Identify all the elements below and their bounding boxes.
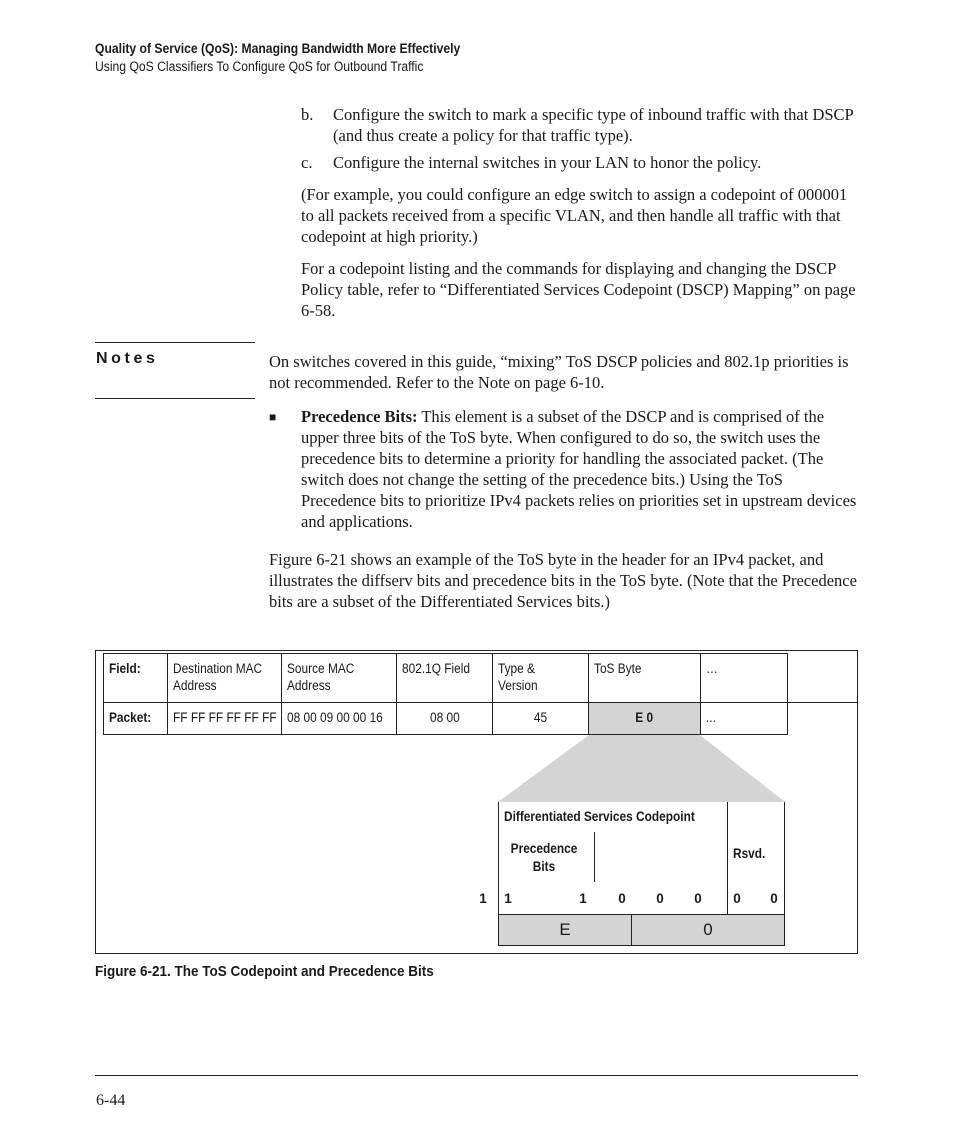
bit-6: 1	[504, 891, 512, 906]
packet-ellipsis: ...	[700, 702, 788, 735]
list-item-c-text: Configure the internal switches in your LAN to honor the policy.	[333, 153, 762, 172]
precedence-divider	[594, 832, 595, 882]
field-destination-mac: Destination MAC Address	[167, 653, 282, 703]
field-source-mac: Source MAC Address	[281, 653, 397, 703]
bit-5: 1	[579, 891, 587, 906]
page-number: 6-44	[96, 1092, 126, 1109]
list-item-c-letter: c.	[301, 153, 313, 172]
codepoint-listing-paragraph: For a codepoint listing and the commands for displaying and changing the DSCP Policy table, refer to “Differentiated Services Codepoint (DSCP) Mapping” on page 6-58.	[301, 259, 856, 320]
footer-rule	[95, 1075, 858, 1076]
packet-destination-mac: FF FF FF FF FF FF	[167, 702, 282, 735]
bit-0: 0	[770, 891, 778, 906]
bit-3: 0	[656, 891, 664, 906]
list-item-b-text: Configure the switch to mark a specific type of inbound traffic with that DSCP (and thus create a policy for that traffic type).	[333, 105, 854, 145]
notes-text: On switches covered in this guide, “mixing” ToS DSCP policies and 802.1p priorities is not recommended. Refer to the Note on page 6-10.	[269, 352, 849, 392]
precedence-bits-text: This element is a subset of the DSCP and is comprised of the upper three bits of the ToS byte. When configured to do so, the switch uses the precedence bits to determine a priority for handling the associated packet. (The switch does not change the setting of the precedence bits.) Using the ToS Precedence bits to prioritize IPv4 packets relies on priorities set in upstream devices and applications.	[301, 407, 857, 531]
nibble-high: E	[499, 914, 632, 945]
field-type-version: Type & Version	[492, 653, 589, 703]
running-header-title: Quality of Service (QoS): Managing Bandwidth More Effectively	[95, 41, 461, 56]
packet-source-mac: 08 00 09 00 00 16	[281, 702, 397, 735]
running-header-subtitle: Using QoS Classifiers To Configure QoS for Outbound Traffic	[95, 59, 424, 74]
dscp-label: Differentiated Services Codepoint	[504, 809, 695, 824]
example-paragraph: (For example, you could configure an edge switch to assign a codepoint of 000001 to all packets received from a specific VLAN, and then handle all traffic with that codepoint at high priority.)	[301, 185, 848, 246]
figure-intro-paragraph: Figure 6-21 shows an example of the ToS byte in the header for an IPv4 packet, and illustrates the diffserv bits and precedence bits in the ToS byte. (Note that the Precedence bits are a subset of the Differentiated Services bits.)	[269, 550, 857, 611]
field-ellipsis: …	[700, 653, 788, 703]
notes-title: Notes	[96, 350, 159, 367]
list-item-b-letter: b.	[301, 105, 314, 124]
field-8021q: 802.1Q Field	[396, 653, 493, 703]
figure-caption: Figure 6-21. The ToS Codepoint and Precedence Bits	[95, 963, 434, 980]
field-row-label: Field:	[103, 653, 168, 703]
packet-tos-byte: E 0	[588, 702, 701, 735]
nibble-low: 0	[632, 914, 784, 945]
packet-row-label: Packet:	[103, 702, 168, 735]
precedence-bits-term: Precedence Bits:	[301, 407, 418, 426]
bit-1: 0	[733, 891, 741, 906]
precedence-label: Precedence Bits	[510, 841, 578, 874]
bullet-square-icon: ■	[269, 410, 277, 424]
dscp-rsvd-divider	[727, 802, 728, 915]
bit-2: 0	[694, 891, 702, 906]
bit-7: 1	[479, 891, 487, 906]
packet-8021q: 08 00	[396, 702, 493, 735]
rsvd-label: Rsvd.	[733, 846, 766, 861]
bit-4: 0	[618, 891, 626, 906]
packet-type-version: 45	[492, 702, 589, 735]
field-tos-byte: ToS Byte	[588, 653, 701, 703]
